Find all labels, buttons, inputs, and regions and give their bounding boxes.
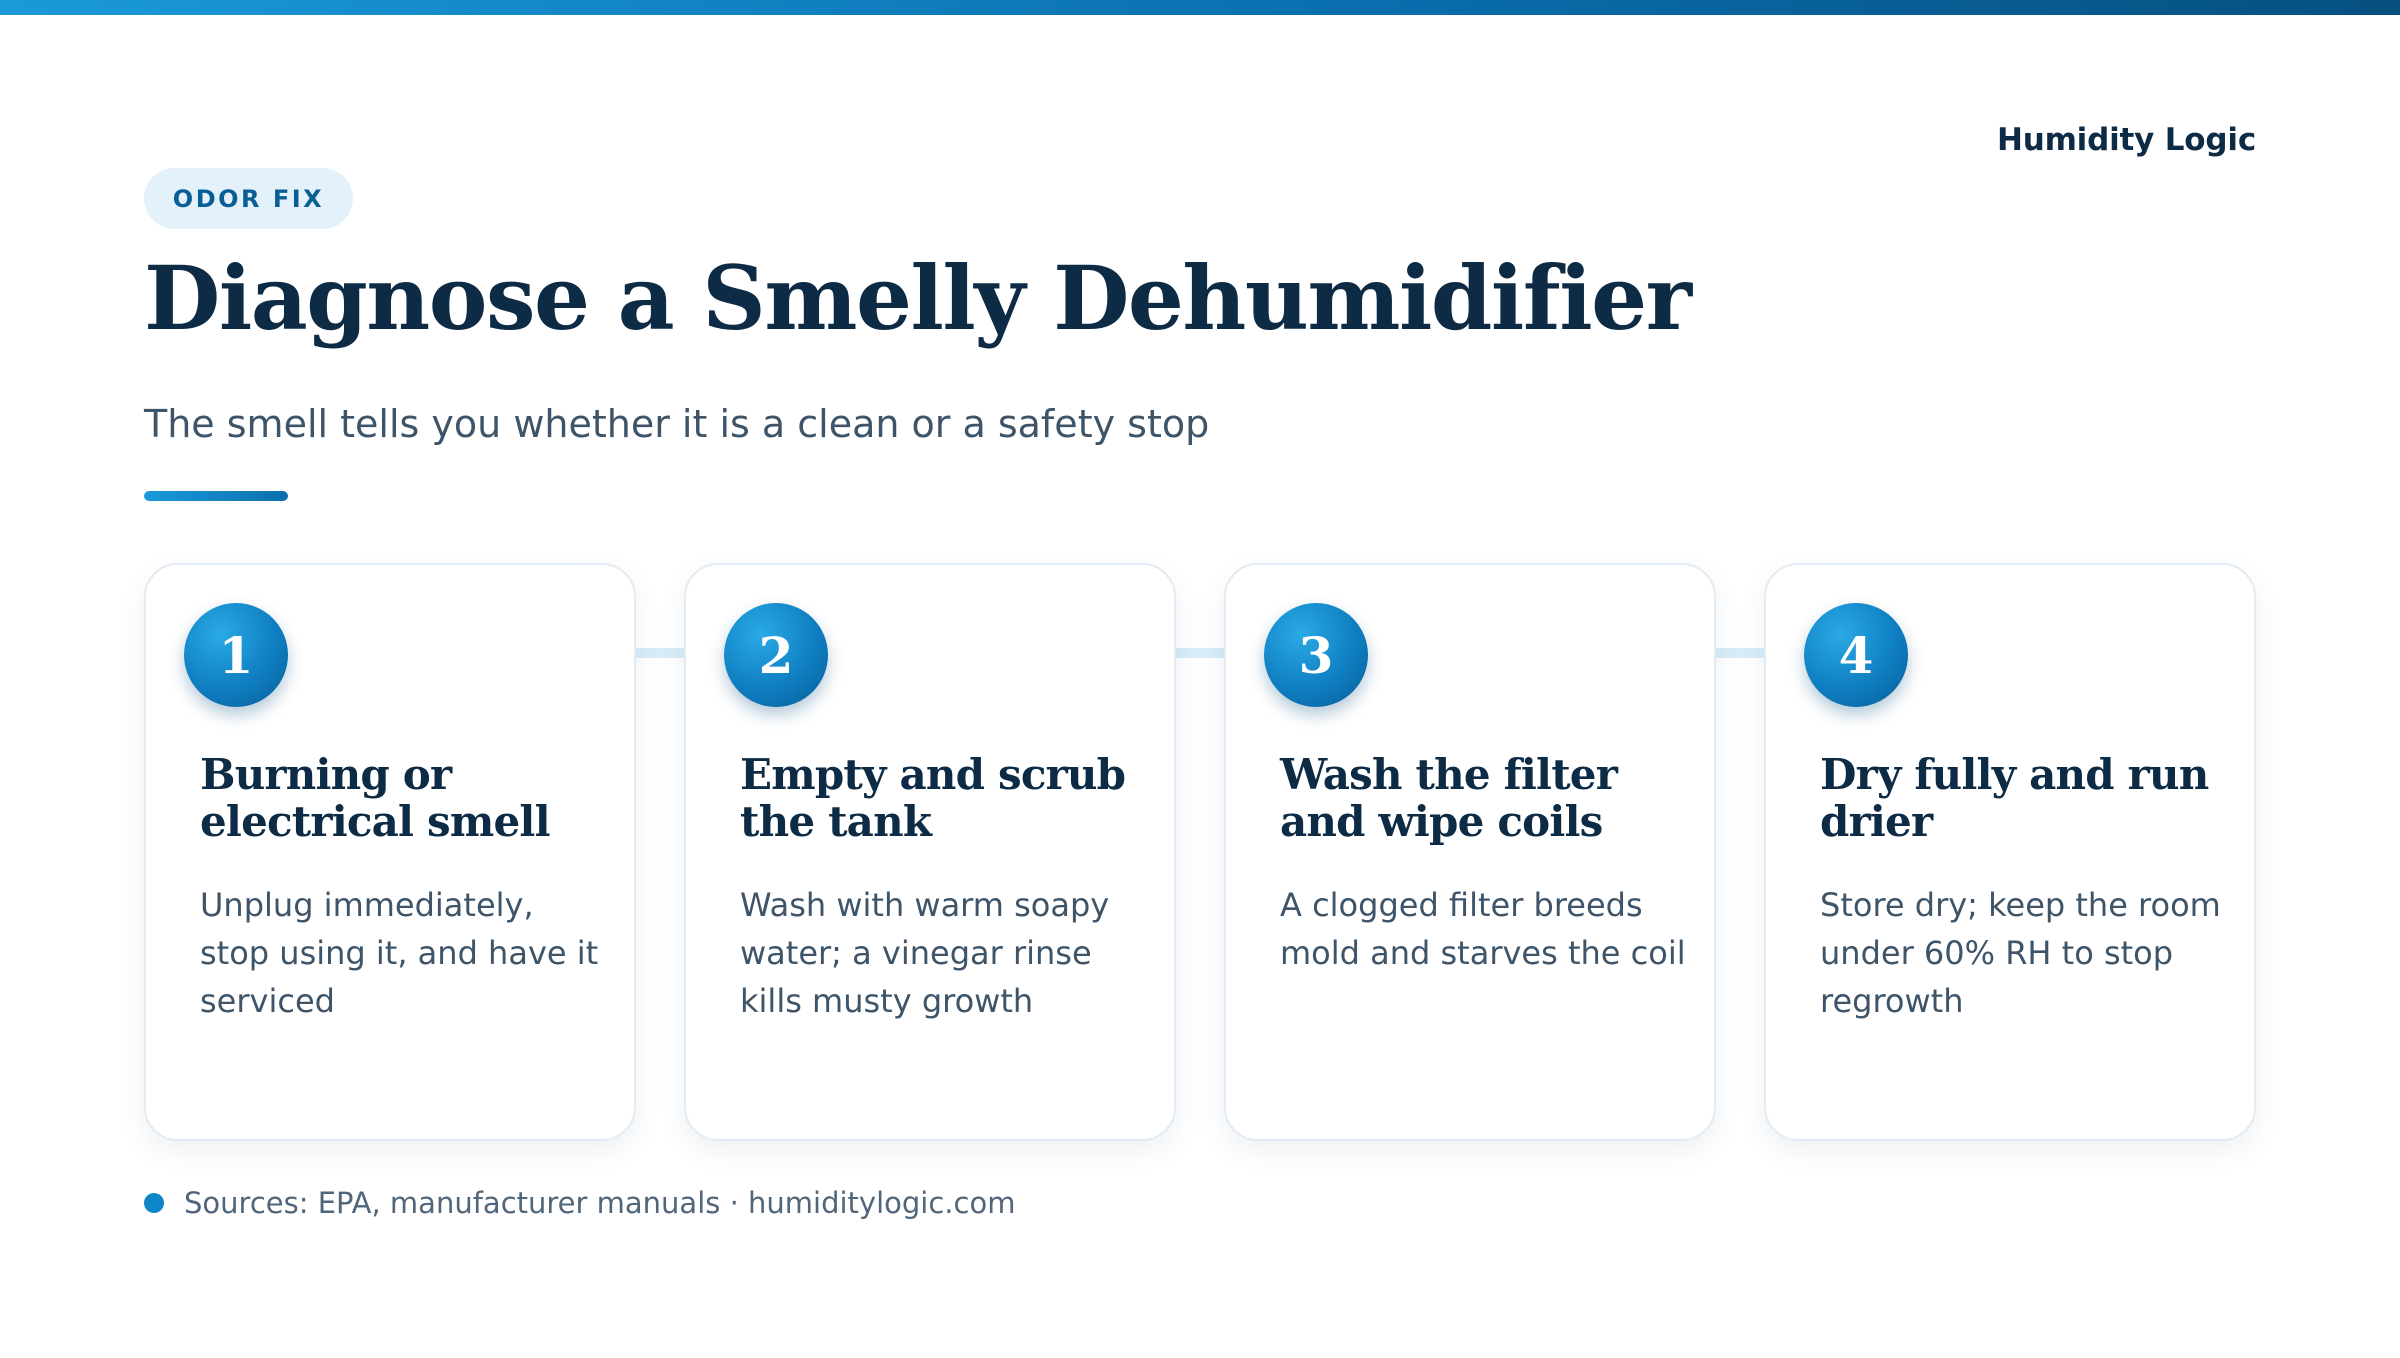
step-number-badge: 1 bbox=[184, 603, 288, 707]
step-description: Store dry; keep the room under 60% RH to stop regrowth bbox=[1820, 886, 2221, 1020]
bullet-dot-icon bbox=[144, 1193, 164, 1213]
step-title: Burning or electrical smell bbox=[200, 750, 550, 846]
step-connector bbox=[1176, 648, 1224, 658]
page-subtitle: The smell tells you whether it is a clean or a safety stop bbox=[144, 402, 1210, 446]
step-card bbox=[1764, 563, 2256, 1141]
step-title: Wash the filter and wipe coils bbox=[1280, 750, 1618, 846]
step-number-badge: 2 bbox=[724, 603, 828, 707]
accent-divider bbox=[144, 491, 288, 501]
sources-text: Sources: EPA, manufacturer manuals · humiditylogic.com bbox=[184, 1186, 1016, 1220]
brand-name: Humidity Logic bbox=[1996, 122, 2256, 158]
step-description: A clogged filter breeds mold and starves the coil bbox=[1280, 886, 1686, 972]
category-tag: ODOR FIX bbox=[144, 168, 353, 229]
step-connector bbox=[1716, 648, 1764, 658]
step-description: Wash with warm soapy water; a vinegar rinse kills musty growth bbox=[740, 886, 1110, 1020]
top-accent-bar bbox=[0, 0, 2400, 15]
step-description: Unplug immediately, stop using it, and have it serviced bbox=[200, 886, 599, 1020]
step-connector bbox=[636, 648, 684, 658]
step-title: Dry fully and run drier bbox=[1820, 750, 2209, 846]
page-title: Diagnose a Smelly Dehumidifier bbox=[144, 246, 1691, 350]
step-card bbox=[684, 563, 1176, 1141]
step-title: Empty and scrub the tank bbox=[740, 750, 1126, 846]
step-number-badge: 3 bbox=[1264, 603, 1368, 707]
step-card bbox=[144, 563, 636, 1141]
step-number-badge: 4 bbox=[1804, 603, 1908, 707]
step-card bbox=[1224, 563, 1716, 1141]
sources-footer bbox=[144, 1186, 1015, 1220]
